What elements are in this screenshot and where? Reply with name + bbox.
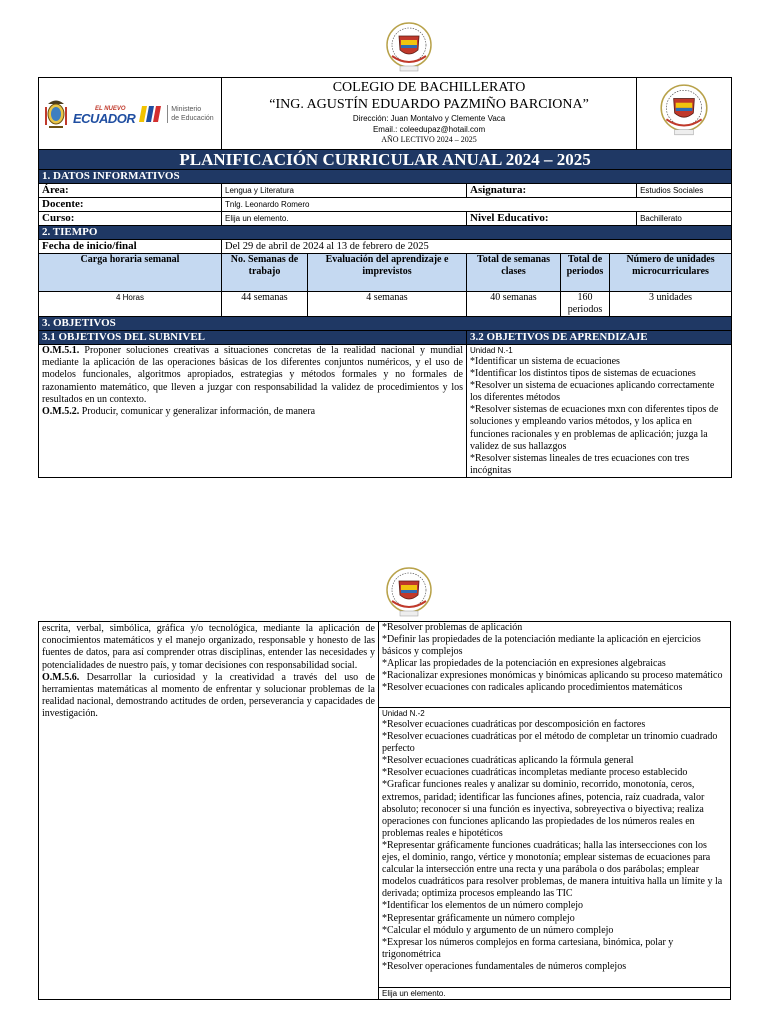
school-year: AÑO LECTIVO 2024 – 2025 <box>381 135 477 144</box>
planning-page-1 <box>38 77 732 478</box>
asignatura-label: Asignatura: <box>467 184 637 198</box>
om-5-6-text: Desarrollar la curiosidad y la creatividad a través del uso de herramientas matemáticas al momento de enfrentar y solucionar problemas de la realidad nacional, demostrando actitudes de orden, perseverancia y capacidades de investigación. <box>42 671 375 720</box>
learning-objectives-p1 <box>467 345 732 478</box>
header-total-periodos: Total de periodos <box>561 254 610 292</box>
unit-1-item: *Racionalizar expresiones monómicas y binómicas aplicando su proceso matemático <box>382 670 723 682</box>
unit-3-dropdown[interactable]: Elija un elemento. <box>382 989 446 998</box>
section-datos-informativos: 1. DATOS INFORMATIVOS <box>39 170 732 184</box>
unit-2-item: *Resolver ecuaciones cuadráticas incompletas mediante proceso establecido <box>382 767 688 779</box>
page-title: PLANIFICACIÓN CURRICULAR ANUAL 2024 – 2025 <box>39 150 732 170</box>
logo-ministry-line2: de Educación <box>171 114 214 122</box>
unit-2-item: *Representar gráficamente un número complejo <box>382 912 575 924</box>
unit-2-item: *Resolver ecuaciones cuadráticas por el método de completar un trinomio cuadrado perfecto <box>382 731 718 755</box>
subnivel-objectives-p1 <box>39 345 467 478</box>
subnivel-objectives-p2 <box>38 621 379 1000</box>
header-unidades: Número de unidades microcurriculares <box>610 254 732 292</box>
aprendizaje-header: 3.2 OBJETIVOS DE APRENDIZAJE <box>467 331 732 345</box>
value-total-periodos[interactable]: 160 periodos <box>561 292 610 317</box>
unit-2-item: *Resolver ecuaciones cuadráticas aplicando la fórmula general <box>382 755 634 767</box>
logo-country-text: ECUADOR <box>73 110 136 126</box>
om-5-2-text-cont: escrita, verbal, simbólica, gráfica y/o tecnológica, mediante la aplicación de conocimientos matemáticos y el manejo organizado, responsable y honesto de las fuentes de datos, para así comprender otras disciplinas, entender las necesidades y potencialidades de nuestro país, y tomar decisiones con responsabilidad social. <box>42 623 375 671</box>
value-semanas-trabajo[interactable]: 44 semanas <box>222 292 308 317</box>
unit-1-item: *Resolver problemas de aplicación <box>382 622 523 633</box>
unit-2-item: *Calcular el módulo y argumento de un número complejo <box>382 924 614 936</box>
header-carga-horaria: Carga horaria semanal <box>39 254 222 292</box>
unit-1-label[interactable]: Unidad N.-1 <box>470 346 513 355</box>
school-seal-icon <box>382 565 436 621</box>
learning-objectives-p2 <box>379 621 731 1000</box>
unit-2-item: *Representar gráficamente funciones cuadráticas; halla las intersecciones con los ejes, el dominio, rango, vértice y monotonía; emplear sistemas de ecuaciones para calcular la intersección entre una recta y una parábola o dos parábolas; emplear modelos cuadráticos para resolver problemas, de manera intuitiva halla un límite y la derivada; optimiza procesos empleando las TIC <box>382 839 723 900</box>
school-subname: “ING. AGUSTÍN EDUARDO PAZMIÑO BARCIONA” <box>269 97 589 112</box>
header-evaluacion: Evaluación del aprendizaje e imprevistos <box>308 254 467 292</box>
school-email: Email.: coleedupaz@hotail.com <box>372 125 486 134</box>
unit-1-item: *Identificar un sistema de ecuaciones <box>470 356 620 367</box>
curso-dropdown[interactable]: Elija un elemento. <box>222 212 467 226</box>
fecha-value[interactable]: Del 29 de abril de 2024 al 13 de febrero de 2025 <box>222 240 732 254</box>
unit-1-item: *Aplicar las propiedades de la potenciación en expresiones algebraicas <box>382 658 666 670</box>
om-5-2-text-start: Producir, comunicar y generalizar información, de manera <box>79 406 316 418</box>
fecha-label: Fecha de inicio/final <box>39 240 222 254</box>
header-semanas-trabajo: No. Semanas de trabajo <box>222 254 308 292</box>
curso-label: Curso: <box>39 212 222 226</box>
value-carga-horaria[interactable]: 4 Horas <box>39 292 222 317</box>
school-seal-icon <box>656 82 712 140</box>
value-total-semanas[interactable]: 40 semanas <box>467 292 561 317</box>
unit-2-item: *Expresar los números complejos en forma cartesiana, binómica, polar y trigonométrica <box>382 936 674 960</box>
school-name: COLEGIO DE BACHILLERATO <box>332 80 526 95</box>
unit-2-item: *Identificar los elementos de un número complejo <box>382 900 584 912</box>
nivel-value[interactable]: Bachillerato <box>637 212 732 226</box>
area-label: Área: <box>39 184 222 198</box>
header-total-semanas: Total de semanas clases <box>467 254 561 292</box>
om-5-2-code: O.M.5.2. <box>42 406 80 418</box>
ministry-logo <box>39 78 222 150</box>
school-seal-right <box>637 78 732 150</box>
unit-1-item: *Identificar los distintos tipos de sistemas de ecuaciones <box>470 368 696 380</box>
asignatura-value[interactable]: Estudios Sociales <box>637 184 732 198</box>
unit-1-item: *Resolver ecuaciones con radicales aplicando procedimientos matemáticos <box>382 682 683 694</box>
school-address: Dirección: Juan Montalvo y Clemente Vaca <box>352 114 506 123</box>
section-objetivos: 3. OBJETIVOS <box>39 317 732 331</box>
unit-2-label[interactable]: Unidad N.-2 <box>382 709 425 718</box>
section-tiempo: 2. TIEMPO <box>39 226 732 240</box>
unit-1-item: *Resolver un sistema de ecuaciones aplicando correctamente los diferentes métodos <box>470 380 715 404</box>
ecuador-coat-of-arms-icon <box>43 97 69 131</box>
subnivel-header: 3.1 OBJETIVOS DEL SUBNIVEL <box>39 331 467 345</box>
om-5-6-code: O.M.5.6. <box>42 671 80 683</box>
unit-2-block <box>379 708 730 988</box>
unit-2-item: *Resolver ecuaciones cuadráticas por descomposición en factores <box>382 719 646 730</box>
docente-label: Docente: <box>39 198 222 212</box>
unit-2-item: *Graficar funciones reales y analizar su dominio, recorrido, monotonía, ceros, extremos, paridad; identificar las funciones afines, potencia, raíz cuadrada, valor absoluto; reconocer si una función es inyectiva, sobreyectiva o biyectiva; realiza operaciones con funciones aplicando las propiedades de los números reales en problemas reales e hipotéticos <box>382 779 705 839</box>
om-5-1-code: O.M.5.1. <box>42 345 80 356</box>
area-value[interactable]: Lengua y Literatura <box>222 184 467 198</box>
unit-1-item: *Definir las propiedades de la potenciación mediante la aplicación en ejercicios básicos y complejos <box>382 634 701 658</box>
school-seal-icon <box>382 20 436 76</box>
unit-1-item: *Resolver sistemas de ecuaciones mxn con diferentes tipos de soluciones y empleando varios métodos, y los aplica en funciones racionales y en problemas de aplicación; juzga la validez de sus hallazgos <box>470 404 719 452</box>
docente-value[interactable]: Tnlg. Leonardo Romero <box>222 198 732 212</box>
school-header <box>222 78 637 150</box>
logo-small-text: EL NUEVO <box>95 105 126 112</box>
value-evaluacion[interactable]: 4 semanas <box>308 292 467 317</box>
om-5-1-text: Proponer soluciones creativas a situaciones concretas de la realidad nacional y mundial mediante la aplicación de las operaciones básicas de los diferentes conjuntos numéricos, y el uso de modelos funcionales, algoritmos apropiados, estrategias y métodos formales y no formales de razonamiento matemático, que lleven a juzgar con responsabilidad la validez de procedimientos y los resultados en un contexto. <box>42 345 463 405</box>
value-unidades[interactable]: 3 unidades <box>610 292 732 317</box>
unit-1-continued <box>379 622 730 708</box>
unit-2-item: *Resolver operaciones fundamentales de números complejos <box>382 960 627 972</box>
logo-ministry-line1: Ministerio <box>171 105 202 113</box>
nivel-label: Nivel Educativo: <box>467 212 637 226</box>
unit-1-item: *Resolver sistemas lineales de tres ecuaciones con tres incógnitas <box>470 452 690 476</box>
ecuador-flag-stripes-icon <box>139 106 163 122</box>
